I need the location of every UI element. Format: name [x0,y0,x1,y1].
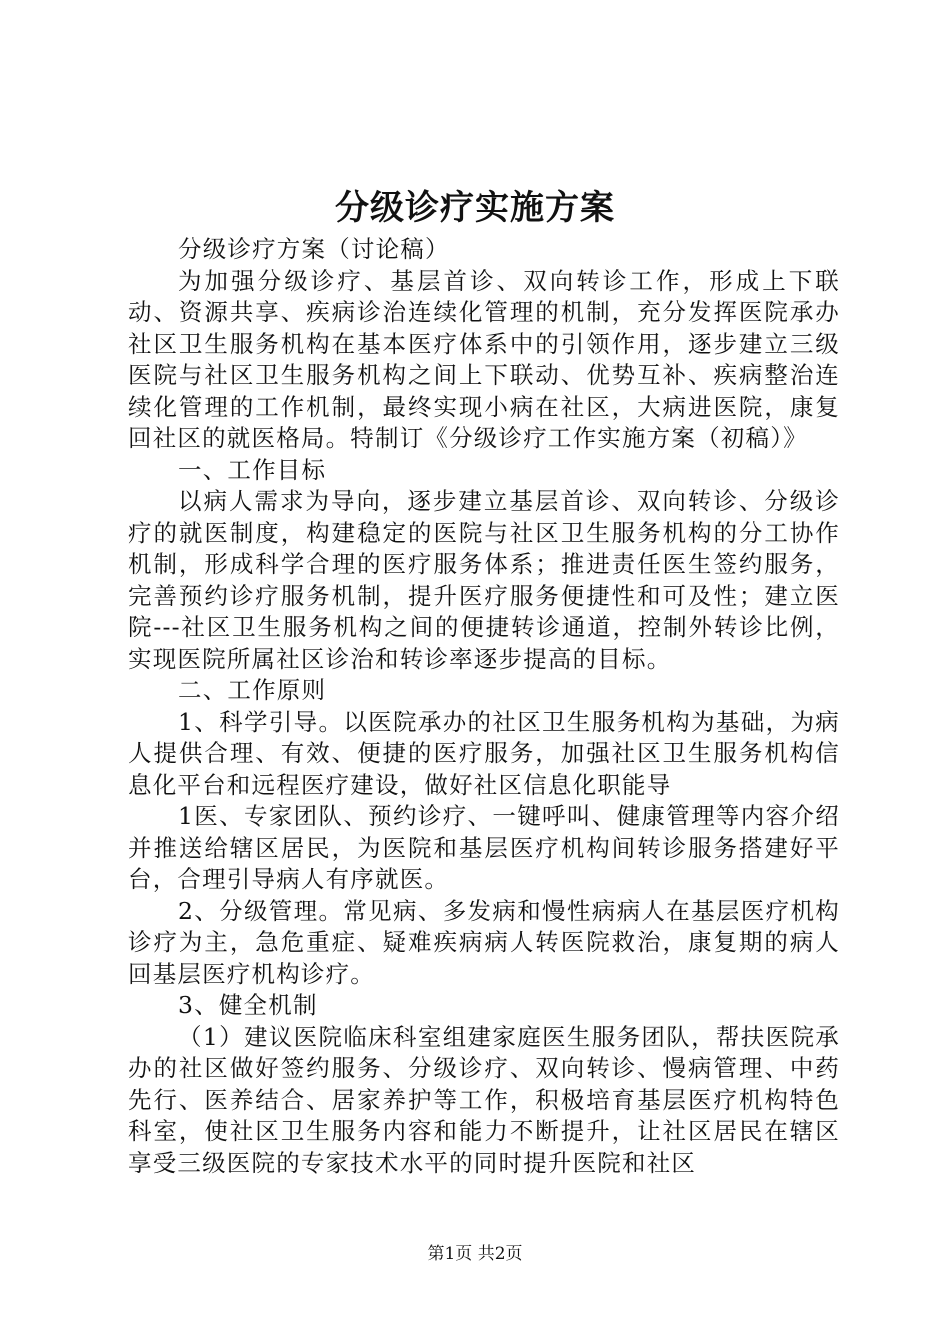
paragraph-intro: 为加强分级诊疗、基层首诊、双向转诊工作，形成上下联动、资源共享、疾病诊治连续化管理的机制，充分发挥医院承办社区卫生服务机构在基本医疗体系中的引领作用，逐步建立三级医院与社区卫生服务机构之间上下联动、优势互补、疾病整治连续化管理的工作机制，最终实现小病在社区，大病进医院，康复回社区的就医格局。特制订《分级诊疗工作实施方案（初稿）》 [128,266,840,452]
document-title: 分级诊疗实施方案 [335,188,615,228]
paragraph-mechanism-item-1: （1）建议医院临床科室组建家庭医生服务团队，帮扶医院承办的社区做好签约服务、分级诊疗、双向转诊、慢病管理、中药先行、医养结合、居家养护等工作，积极培育基层医疗机构特色科室，使社区卫生服务内容和能力不断提升，让社区居民在辖区享受三级医院的专家技术水平的同时提升医院和社区 [128,1022,840,1177]
paragraph-subtitle: 分级诊疗方案（讨论稿） [178,235,450,263]
heading-improve-mechanism: 3、健全机制 [178,991,318,1019]
heading-work-principles: 二、工作原则 [178,676,327,704]
paragraph-scientific-guidance: 1、科学引导。以医院承办的社区卫生服务机构为基础，为病人提供合理、有效、便捷的医疗服务，加强社区卫生服务机构信息化平台和远程医疗建设，做好社区信息化职能导 [128,707,840,799]
paragraph-tiered-management: 2、分级管理。常见病、多发病和慢性病病人在基层医疗机构诊疗为主，急危重症、疑难疾病病人转医院救治，康复期的病人回基层医疗机构诊疗。 [128,896,840,988]
document-body [128,234,840,1179]
paragraph-scientific-guidance-cont: 1医、专家团队、预约诊疗、一键呼叫、健康管理等内容介绍并推送给辖区居民，为医院和基层医疗机构间转诊服务搭建好平台，合理引导病人有序就医。 [128,802,840,893]
heading-work-goals: 一、工作目标 [178,455,327,484]
page-number: 第1页 共2页 [427,1244,523,1264]
paragraph-work-goals: 以病人需求为导向，逐步建立基层首诊、双向转诊、分级诊疗的就医制度，构建稳定的医院与社区卫生服务机构的分工协作机制，形成科学合理的医疗服务体系；推进责任医生签约服务，完善预约诊疗服务机制，提升医疗服务便捷性和可及性；建立医院---社区卫生服务机构之间的便捷转诊通道，控制外转诊比例，实现医院所属社区诊治和转诊率逐步提高的目标。 [128,487,840,673]
